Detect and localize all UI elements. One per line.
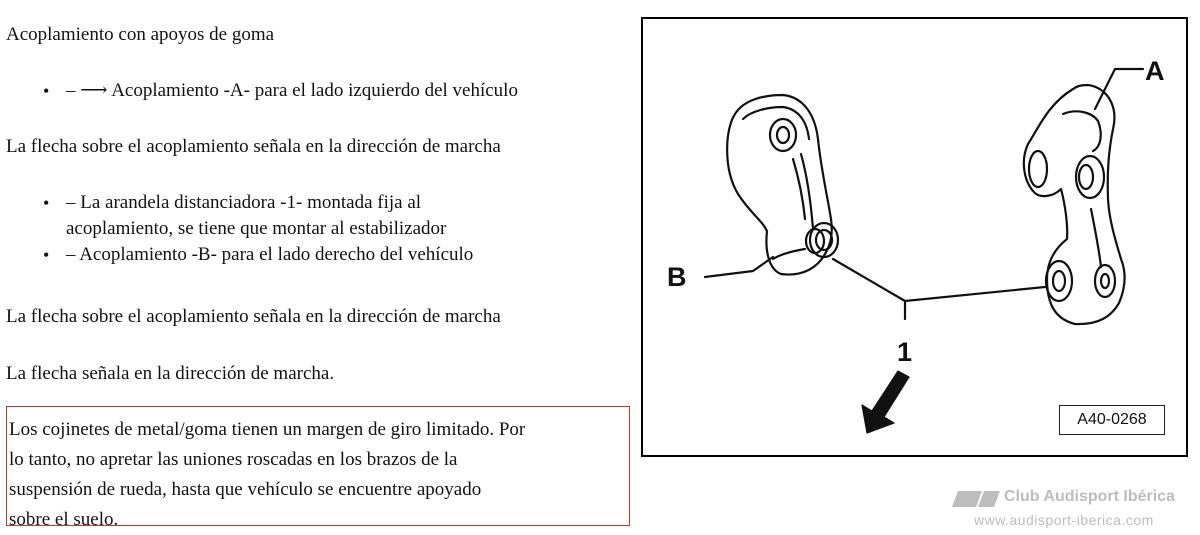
warning-line: lo tanto, no apretar las uniones roscadas en los brazos de la xyxy=(9,449,458,470)
watermark-name: Club Audisport Ibérica xyxy=(1004,488,1175,505)
warning-box xyxy=(6,406,630,530)
direction-note-3: La flecha señala en la dirección de marcha. xyxy=(6,363,335,384)
watermark xyxy=(950,488,1195,532)
club-logo-icon xyxy=(952,491,1000,507)
label-a: A xyxy=(1145,56,1165,86)
bullet-list-2 xyxy=(6,190,473,268)
bullet-item: • – ⟶ Acoplamiento -A- para el lado izquierdo del vehículo xyxy=(6,78,518,104)
direction-note-2: La flecha sobre el acoplamiento señala en la dirección de marcha xyxy=(6,306,501,327)
direction-note-1: La flecha sobre el acoplamiento señala en la dirección de marcha xyxy=(6,136,501,157)
coupling-drawing xyxy=(643,19,1190,459)
bullet-list-1 xyxy=(6,78,518,104)
coupling-b-drawing xyxy=(727,95,838,275)
bullet-line: acoplamiento, se tiene que montar al estabilizador xyxy=(66,218,447,239)
section-heading: Acoplamiento con apoyos de goma xyxy=(6,24,275,45)
label-b: B xyxy=(667,262,687,292)
leader-line-1 xyxy=(833,259,1045,319)
label-1: 1 xyxy=(897,337,913,367)
leader-line-b xyxy=(705,257,773,277)
bullet-item xyxy=(6,190,473,242)
watermark-url: www.audisport-iberica.com xyxy=(974,512,1154,528)
warning-line: suspensión de rueda, hasta que vehículo se encuentre apoyado xyxy=(9,479,482,500)
warning-line: Los cojinetes de metal/goma tienen un margen de giro limitado. Por xyxy=(9,419,526,440)
direction-arrow-icon xyxy=(862,371,909,433)
bullet-item: • – Acoplamiento -B- para el lado derecho del vehículo xyxy=(6,242,473,268)
figure-code: A40-0268 xyxy=(1059,405,1165,435)
coupling-figure xyxy=(641,17,1188,457)
leader-line-a xyxy=(1095,69,1143,109)
warning-line: sobre el suelo. xyxy=(9,509,119,530)
bullet-line: – La arandela distanciadora -1- montada fija al xyxy=(66,192,422,213)
